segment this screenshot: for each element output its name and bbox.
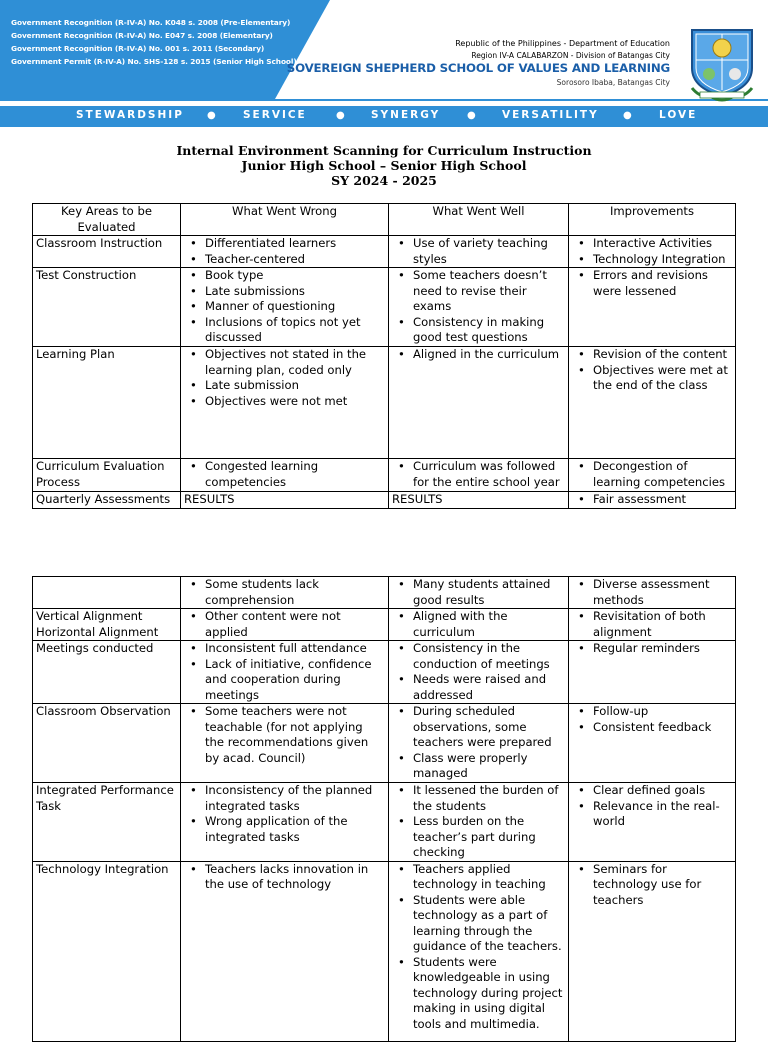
key-area-cell: Curriculum Evaluation Process	[33, 459, 181, 492]
gov-recognition-line: Government Recognition (R-IV-A) No. E047 s. 2008 (Elementary)	[11, 31, 273, 40]
list-item: • Aligned in the curriculum	[413, 347, 565, 363]
gov-recognition-line: Government Permit (R-IV-A) No. SHS-128 s. 2015 (Senior High School)	[11, 57, 297, 66]
column-header: What Went Well	[389, 204, 569, 236]
list-item: • Late submissions	[205, 284, 385, 300]
bullet-separator: ●	[336, 110, 345, 121]
school-name: SOVEREIGN SHEPHERD SCHOOL OF VALUES AND LEARNING	[286, 61, 670, 75]
gov-recognition-line: Government Recognition (R-IV-A) No. 001 s. 2011 (Secondary)	[11, 44, 265, 53]
list-item: • Curriculum was followed for the entire school year	[413, 459, 565, 490]
table-row	[33, 577, 736, 609]
list-item: • Book type	[205, 268, 385, 284]
list-item: • Differentiated learners	[205, 236, 385, 252]
table-row	[33, 459, 736, 492]
core-value: SYNERGY	[371, 109, 441, 121]
bullet-separator: ●	[623, 110, 632, 121]
list-item: • Consistency in the conduction of meetings	[413, 641, 565, 672]
table-row	[33, 641, 736, 704]
list-item: • It lessened the burden of the students	[413, 783, 565, 814]
key-area-cell: Meetings conducted	[33, 641, 181, 704]
improvements-cell	[569, 577, 736, 609]
republic-line: Republic of the Philippines - Department of Education	[455, 39, 670, 48]
list-item: • Teachers applied technology in teaching	[413, 862, 565, 893]
list-item: • Wrong application of the integrated tasks	[205, 814, 385, 845]
went-wrong-cell	[181, 347, 389, 459]
table-row	[33, 492, 736, 509]
list-item: • Regular reminders	[593, 641, 732, 657]
school-seal-logo	[686, 26, 758, 102]
list-item: • Inconsistency of the planned integrated tasks	[205, 783, 385, 814]
column-header: Key Areas to be Evaluated	[33, 204, 181, 236]
list-item: • Lack of initiative, confidence and cooperation during meetings	[205, 657, 385, 704]
went-wrong-cell	[181, 459, 389, 492]
letterhead	[0, 0, 768, 103]
bullet-separator: ●	[207, 110, 216, 121]
core-value: STEWARDSHIP	[76, 109, 184, 121]
list-item: • Manner of questioning	[205, 299, 385, 315]
went-wrong-cell	[181, 783, 389, 862]
list-item: • Less burden on the teacher’s part during checking	[413, 814, 565, 861]
table-row	[33, 236, 736, 268]
list-item: • Objectives were met at the end of the class	[593, 363, 732, 394]
table-row	[33, 704, 736, 783]
improvements-cell	[569, 459, 736, 492]
improvements-cell	[569, 609, 736, 641]
improvements-cell	[569, 861, 736, 1041]
bullet-separator: ●	[467, 110, 476, 121]
list-item: • Errors and revisions were lessened	[593, 268, 732, 299]
document-title: Internal Environment Scanning for Curriculum Instruction	[176, 143, 592, 158]
list-item: • Teacher-centered	[205, 252, 385, 268]
school-year: SY 2024 - 2025	[331, 173, 437, 188]
list-item: • Decongestion of learning competencies	[593, 459, 732, 490]
list-item: • Inconsistent full attendance	[205, 641, 385, 657]
list-item: • Needs were raised and addressed	[413, 672, 565, 703]
scanning-table-continued	[32, 576, 736, 1042]
improvements-cell	[569, 492, 736, 509]
improvements-cell	[569, 268, 736, 347]
went-wrong-cell: RESULTS	[181, 492, 389, 509]
list-item: • Revision of the content	[593, 347, 732, 363]
went-well-cell: RESULTS	[389, 492, 569, 509]
key-area-cell: Classroom Instruction	[33, 236, 181, 268]
key-area-cell: Vertical Alignment Horizontal Alignment	[33, 609, 181, 641]
improvements-cell	[569, 347, 736, 459]
went-wrong-cell	[181, 861, 389, 1041]
went-wrong-cell	[181, 268, 389, 347]
went-wrong-cell	[181, 236, 389, 268]
list-item: • Some teachers were not teachable (for not applying the recommendations given by acad. Council)	[205, 704, 385, 766]
key-area-cell: Integrated Performance Task	[33, 783, 181, 862]
list-item: • Teachers lacks innovation in the use of technology	[205, 862, 385, 893]
list-item: • Aligned with the curriculum	[413, 609, 565, 640]
went-well-cell	[389, 609, 569, 641]
improvements-cell	[569, 236, 736, 268]
list-item: • Students were knowledgeable in using technology during project making in using digital tools and multimedia.	[413, 955, 565, 1033]
table-row	[33, 268, 736, 347]
core-value: VERSATILITY	[502, 109, 599, 121]
list-item: • Consistent feedback	[593, 720, 732, 736]
table-row	[33, 609, 736, 641]
improvements-cell	[569, 641, 736, 704]
went-wrong-cell	[181, 704, 389, 783]
list-item: • Objectives were not met	[205, 394, 385, 410]
list-item: • Revisitation of both alignment	[593, 609, 732, 640]
core-values-bar	[0, 106, 768, 127]
went-well-cell	[389, 459, 569, 492]
school-address: Sorosoro Ibaba, Batangas City	[556, 78, 670, 87]
key-area-cell: Technology Integration	[33, 861, 181, 1041]
key-area-cell: Test Construction	[33, 268, 181, 347]
key-area-cell: Learning Plan	[33, 347, 181, 459]
key-area-cell	[33, 577, 181, 609]
region-line: Region IV-A CALABARZON - Division of Batangas City	[471, 51, 670, 60]
gov-recognition-line: Government Recognition (R-IV-A) No. K048 s. 2008 (Pre-Elementary)	[11, 18, 291, 27]
list-item: • Technology Integration	[593, 252, 732, 268]
list-item: • Follow-up	[593, 704, 732, 720]
list-item: • Some students lack comprehension	[205, 577, 385, 608]
list-item: • During scheduled observations, some teachers were prepared	[413, 704, 565, 751]
table-row	[33, 347, 736, 459]
went-wrong-cell	[181, 577, 389, 609]
list-item: • Clear defined goals	[593, 783, 732, 799]
list-item: • Interactive Activities	[593, 236, 732, 252]
improvements-cell	[569, 704, 736, 783]
list-item: • Many students attained good results	[413, 577, 565, 608]
went-well-cell	[389, 236, 569, 268]
went-wrong-cell	[181, 609, 389, 641]
went-well-cell	[389, 347, 569, 459]
table-header-row	[33, 204, 736, 236]
column-header: Improvements	[569, 204, 736, 236]
scanning-table	[32, 203, 736, 509]
list-item: • Objectives not stated in the learning plan, coded only	[205, 347, 385, 378]
went-well-cell	[389, 641, 569, 704]
went-well-cell	[389, 704, 569, 783]
list-item: • Fair assessment	[593, 492, 732, 508]
table-row	[33, 861, 736, 1041]
went-well-cell	[389, 577, 569, 609]
list-item: • Late submission	[205, 378, 385, 394]
list-item: • Some teachers doesn’t need to revise their exams	[413, 268, 565, 315]
header-divider	[0, 99, 768, 101]
core-value: LOVE	[659, 109, 698, 121]
list-item: • Diverse assessment methods	[593, 577, 732, 608]
went-well-cell	[389, 783, 569, 862]
list-item: • Inclusions of topics not yet discussed	[205, 315, 385, 346]
table-row	[33, 783, 736, 862]
list-item: • Relevance in the real-world	[593, 799, 732, 830]
core-value: SERVICE	[243, 109, 307, 121]
list-item: • Students were able technology as a part of learning through the guidance of the teachers.	[413, 893, 565, 955]
list-item: • Use of variety teaching styles	[413, 236, 565, 267]
went-well-cell	[389, 861, 569, 1041]
list-item: • Consistency in making good test questions	[413, 315, 565, 346]
list-item: • Seminars for technology use for teachers	[593, 862, 732, 909]
went-well-cell	[389, 268, 569, 347]
document-subtitle: Junior High School – Senior High School	[241, 158, 527, 173]
key-area-cell: Classroom Observation	[33, 704, 181, 783]
list-item: • Class were properly managed	[413, 751, 565, 782]
column-header: What Went Wrong	[181, 204, 389, 236]
list-item: • Congested learning competencies	[205, 459, 385, 490]
list-item: • Other content were not applied	[205, 609, 385, 640]
improvements-cell	[569, 783, 736, 862]
key-area-cell: Quarterly Assessments	[33, 492, 181, 509]
went-wrong-cell	[181, 641, 389, 704]
